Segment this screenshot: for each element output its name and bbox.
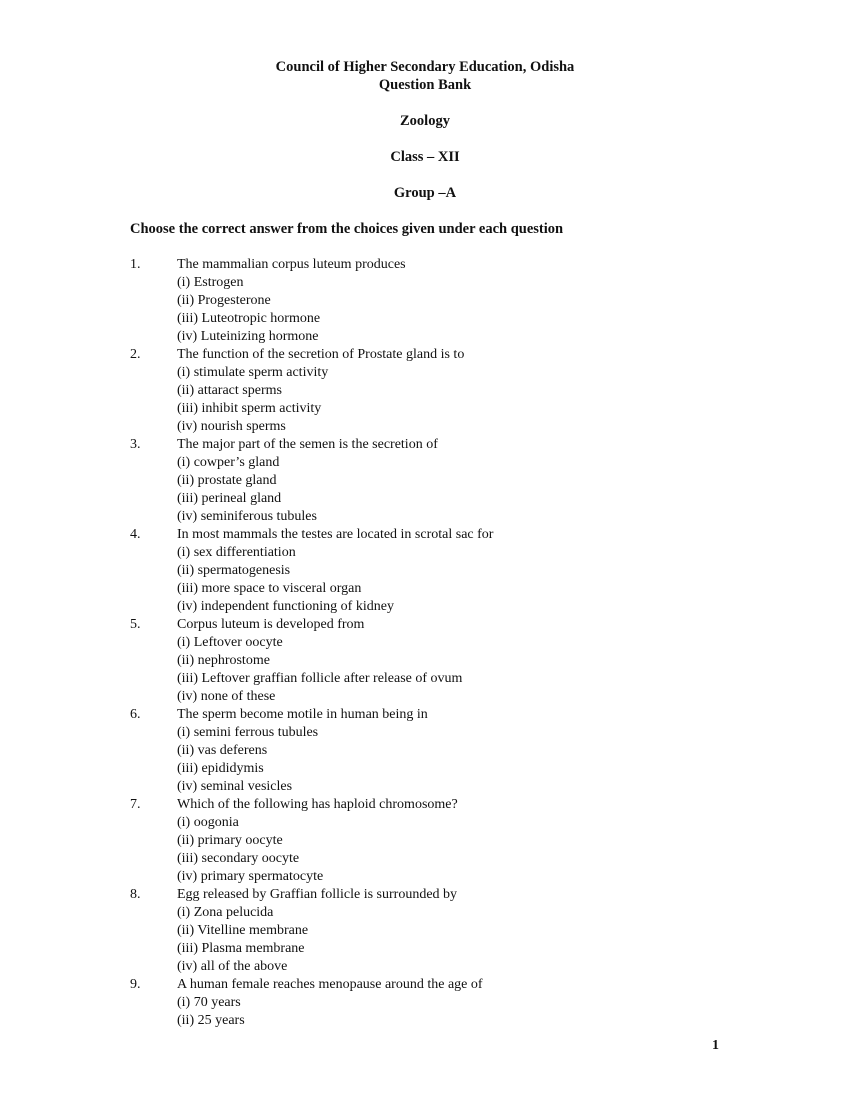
answer-option: [130, 688, 750, 706]
answer-option-text: (ii) Progesterone: [177, 293, 271, 308]
answer-option: [130, 742, 750, 760]
answer-option: [130, 562, 750, 580]
answer-option: [130, 454, 750, 472]
question-line: [130, 886, 750, 904]
question-item: [130, 436, 750, 526]
answer-option: [130, 832, 750, 850]
answer-option-text: (i) Zona pelucida: [177, 905, 274, 920]
question-text: The function of the secretion of Prostate gland is to: [177, 347, 465, 362]
answer-option-text: (i) Estrogen: [177, 275, 244, 290]
answer-option: [130, 760, 750, 778]
answer-option-text: (ii) primary oocyte: [177, 833, 283, 848]
question-item: [130, 346, 750, 436]
answer-option-text: (i) sex differentiation: [177, 545, 296, 560]
question-number: 9.: [130, 977, 141, 992]
question-line: [130, 706, 750, 724]
question-line: [130, 976, 750, 994]
answer-option: [130, 490, 750, 508]
answer-option: [130, 598, 750, 616]
answer-option: [130, 400, 750, 418]
question-number: 7.: [130, 797, 141, 812]
answer-option-text: (ii) nephrostome: [177, 653, 270, 668]
answer-option-text: (ii) prostate gland: [177, 473, 277, 488]
question-text: The sperm become motile in human being in: [177, 707, 428, 722]
question-number: 8.: [130, 887, 141, 902]
answer-option: [130, 994, 750, 1012]
council-title: Council of Higher Secondary Education, Odisha: [275, 59, 575, 75]
answer-option-text: (iii) secondary oocyte: [177, 851, 300, 866]
question-number: 2.: [130, 347, 141, 362]
answer-option-text: (iii) Plasma membrane: [177, 941, 305, 956]
answer-option: [130, 382, 750, 400]
answer-option: [130, 850, 750, 868]
answer-option-text: (ii) attaract sperms: [177, 383, 282, 398]
question-number: 4.: [130, 527, 141, 542]
answer-option-text: (ii) spermatogenesis: [177, 563, 291, 578]
answer-option-text: (iv) seminal vesicles: [177, 779, 293, 794]
question-line: [130, 616, 750, 634]
answer-option: [130, 310, 750, 328]
question-line: [130, 346, 750, 364]
answer-option: [130, 940, 750, 958]
question-number: 1.: [130, 257, 141, 272]
answer-option: [130, 418, 750, 436]
answer-option-text: (iv) Luteinizing hormone: [177, 329, 319, 344]
answer-option-text: (iii) Luteotropic hormone: [177, 311, 321, 326]
answer-option-text: (i) stimulate sperm activity: [177, 365, 329, 380]
question-number: 5.: [130, 617, 141, 632]
answer-option-text: (i) 70 years: [177, 995, 241, 1010]
question-line: [130, 256, 750, 274]
answer-option-text: (i) cowper’s gland: [177, 455, 280, 470]
question-text: A human female reaches menopause around the age of: [177, 977, 483, 992]
answer-option-text: (iv) primary spermatocyte: [177, 869, 324, 884]
answer-option: [130, 328, 750, 346]
question-text: The mammalian corpus luteum produces: [177, 257, 406, 272]
page-number: 1: [712, 1038, 719, 1053]
answer-option-text: (iv) nourish sperms: [177, 419, 286, 434]
answer-option-text: (iii) inhibit sperm activity: [177, 401, 322, 416]
answer-option: [130, 1012, 750, 1030]
question-item: [130, 706, 750, 796]
question-item: [130, 976, 750, 1030]
question-item: [130, 886, 750, 976]
question-text: Which of the following has haploid chromosome?: [177, 797, 458, 812]
question-item: [130, 256, 750, 346]
answer-option: [130, 292, 750, 310]
answer-option-text: (ii) 25 years: [177, 1013, 245, 1028]
answer-option-text: (iv) none of these: [177, 689, 276, 704]
group-heading: Group –A: [393, 185, 457, 201]
answer-option: [130, 958, 750, 976]
answer-option-text: (iii) Leftover graffian follicle after release of ovum: [177, 671, 463, 686]
answer-option-text: (iii) epididymis: [177, 761, 264, 776]
answer-option-text: (ii) Vitelline membrane: [177, 923, 309, 938]
answer-option: [130, 814, 750, 832]
question-bank-title: Question Bank: [378, 77, 472, 93]
question-item: [130, 796, 750, 886]
answer-option: [130, 580, 750, 598]
answer-option: [130, 670, 750, 688]
answer-option: [130, 868, 750, 886]
question-list: [130, 256, 750, 1030]
answer-option: [130, 472, 750, 490]
question-text: In most mammals the testes are located in scrotal sac for: [177, 527, 494, 542]
answer-option-text: (iv) all of the above: [177, 959, 288, 974]
subject-heading: Zoology: [400, 113, 450, 129]
answer-option-text: (ii) vas deferens: [177, 743, 268, 758]
answer-option: [130, 274, 750, 292]
answer-option: [130, 544, 750, 562]
answer-option-text: (iv) seminiferous tubules: [177, 509, 317, 524]
answer-option: [130, 778, 750, 796]
class-heading: Class – XII: [390, 149, 460, 165]
question-line: [130, 436, 750, 454]
answer-option-text: (iii) more space to visceral organ: [177, 581, 362, 596]
question-number: 6.: [130, 707, 141, 722]
question-line: [130, 526, 750, 544]
question-item: [130, 616, 750, 706]
answer-option-text: (i) Leftover oocyte: [177, 635, 283, 650]
question-text: Corpus luteum is developed from: [177, 617, 365, 632]
question-line: [130, 796, 750, 814]
answer-option: [130, 634, 750, 652]
answer-option: [130, 904, 750, 922]
answer-option: [130, 364, 750, 382]
answer-option: [130, 508, 750, 526]
instruction-text: Choose the correct answer from the choices given under each question: [130, 221, 564, 237]
answer-option-text: (i) oogonia: [177, 815, 239, 830]
answer-option: [130, 922, 750, 940]
answer-option-text: (iii) perineal gland: [177, 491, 282, 506]
question-text: The major part of the semen is the secretion of: [177, 437, 438, 452]
question-item: [130, 526, 750, 616]
answer-option: [130, 724, 750, 742]
answer-option-text: (i) semini ferrous tubules: [177, 725, 319, 740]
question-text: Egg released by Graffian follicle is surrounded by: [177, 887, 458, 902]
answer-option: [130, 652, 750, 670]
question-number: 3.: [130, 437, 141, 452]
answer-option-text: (iv) independent functioning of kidney: [177, 599, 394, 614]
